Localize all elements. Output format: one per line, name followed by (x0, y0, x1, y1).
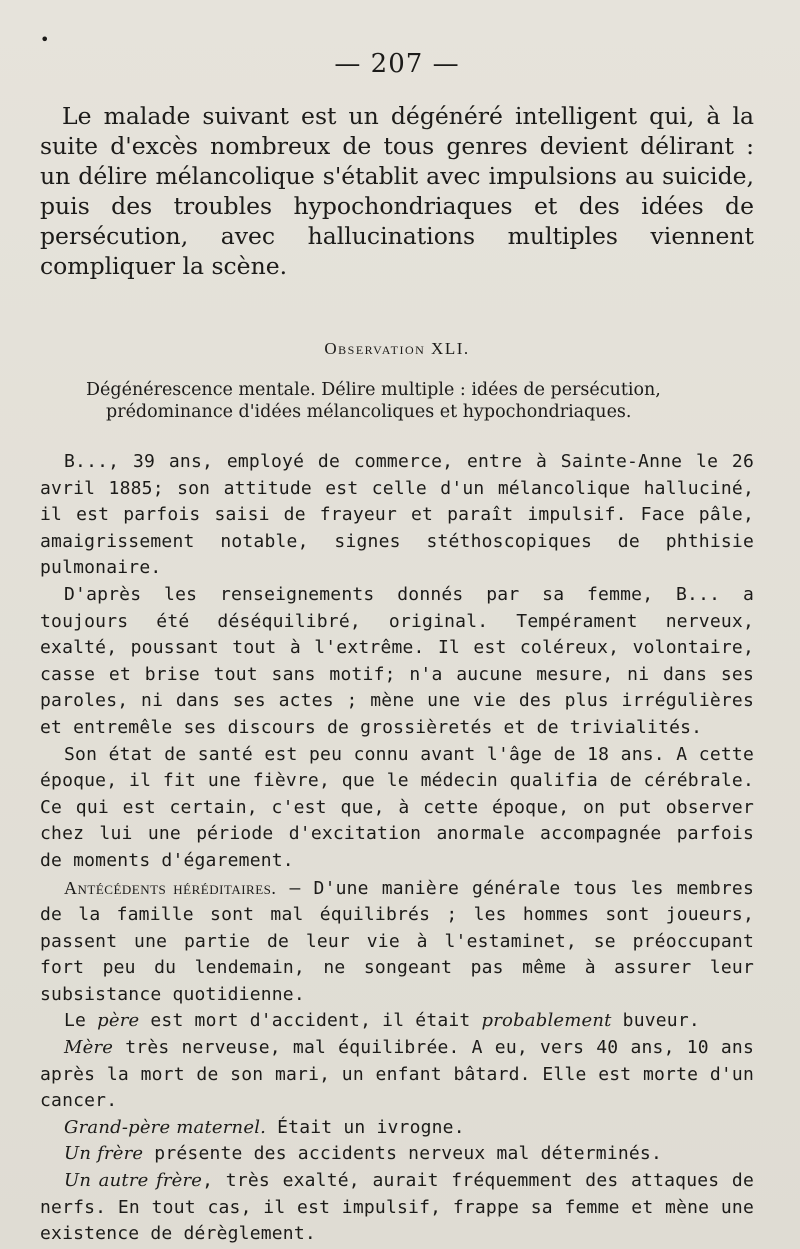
father-label: père (97, 1010, 140, 1032)
case-paragraph-1: B..., 39 ans, employé de commerce, entre à Sainte-Anne le 26 avril 1885; son attitude est celle d'un mélancolique halluciné, il est parfois saisi de frayeur et paraît impulsif. Face pâle, amaigrissement notable, signes stéthoscopiques de phthisie pulmonaire. (40, 451, 754, 579)
brother-paragraph (40, 1141, 754, 1168)
case-paragraph-3: Son état de santé est peu connu avant l'âge de 18 ans. A cette époque, il fit une fièvre, que le médecin qualifia de cérébrale. Ce qui est certain, c'est que, à cette époque, on put observer chez lui une période d'excitation anormale accompagnée parfois de moments d'égarement. (40, 743, 754, 871)
father-text-a: Le (64, 1010, 98, 1032)
father-text-b: est mort d'accident, il était (139, 1010, 482, 1032)
page-dot-mark: • (40, 30, 50, 49)
heredity-paragraph (40, 875, 754, 1009)
heredity-label: Antécédents héréditaires. (64, 877, 277, 898)
intro-paragraph: Le malade suivant est un dégénéré intelligent qui, à la suite d'excès nombreux de tous genres devient délirant : un délire mélancolique s'établit avec impulsions au suicide, puis des troubles hypochondriaques et des idées de persécution, avec hallucinations multiples viennent compliquer la scène. (40, 102, 754, 280)
summary-line-1: Dégénérescence mentale. Délire multiple : idées de persécution, (86, 380, 661, 400)
page-number: — 207 — (334, 49, 460, 79)
other-brother-text: , très exalté, aurait fréquemment des attaques de nerfs. En tout cas, il est impulsif, frappe sa femme et mène une existence de dérèglement. (40, 1170, 754, 1245)
observation-title: Observation XLI. (324, 339, 470, 358)
father-text-c: buveur. (611, 1010, 700, 1032)
grandfather-paragraph (40, 1115, 754, 1142)
brother-text: présente des accidents nerveux mal déterminés. (143, 1143, 663, 1165)
brother-label: Un frère (64, 1143, 144, 1165)
observation-summary (40, 379, 754, 423)
father-paragraph (40, 1008, 754, 1035)
heredity-text: — D'une manière générale tous les membres de la famille sont mal équilibrés ; les hommes sont joueurs, passent une partie de leur vie à l'estaminet, se préoccupant fort peu du lendemain, ne songeant pas même à assurer leur subsistance quotidienne. (40, 877, 754, 1005)
mother-text: très nerveuse, mal équilibrée. A eu, vers 40 ans, 10 ans après la mort de son mari, un enfant bâtard. Elle est morte d'un cancer. (40, 1037, 754, 1112)
father-probably: probablement (481, 1010, 612, 1032)
mother-paragraph (40, 1035, 754, 1115)
case-paragraph-2: D'après les renseignements donnés par sa femme, B... a toujours été déséquilibré, original. Tempérament nerveux, exalté, poussant tout à l'extrême. Il est coléreux, volontaire, casse et brise tout sans motif; n'a aucune mesure, ni dans ses paroles, ni dans ses actes ; mène une vie des plus irrégulières et entremêle ses discours de grossièretés et de trivialités. (40, 583, 754, 738)
grandfather-label: Grand-père maternel. (64, 1116, 267, 1138)
other-brother-paragraph (40, 1168, 754, 1248)
summary-line-2: prédominance d'idées mélancoliques et hypochondriaques. (106, 402, 632, 422)
mother-label: Mère (64, 1037, 114, 1059)
other-brother-label: Un autre frère (64, 1170, 203, 1192)
grandfather-text: Était un ivrogne. (266, 1116, 465, 1138)
